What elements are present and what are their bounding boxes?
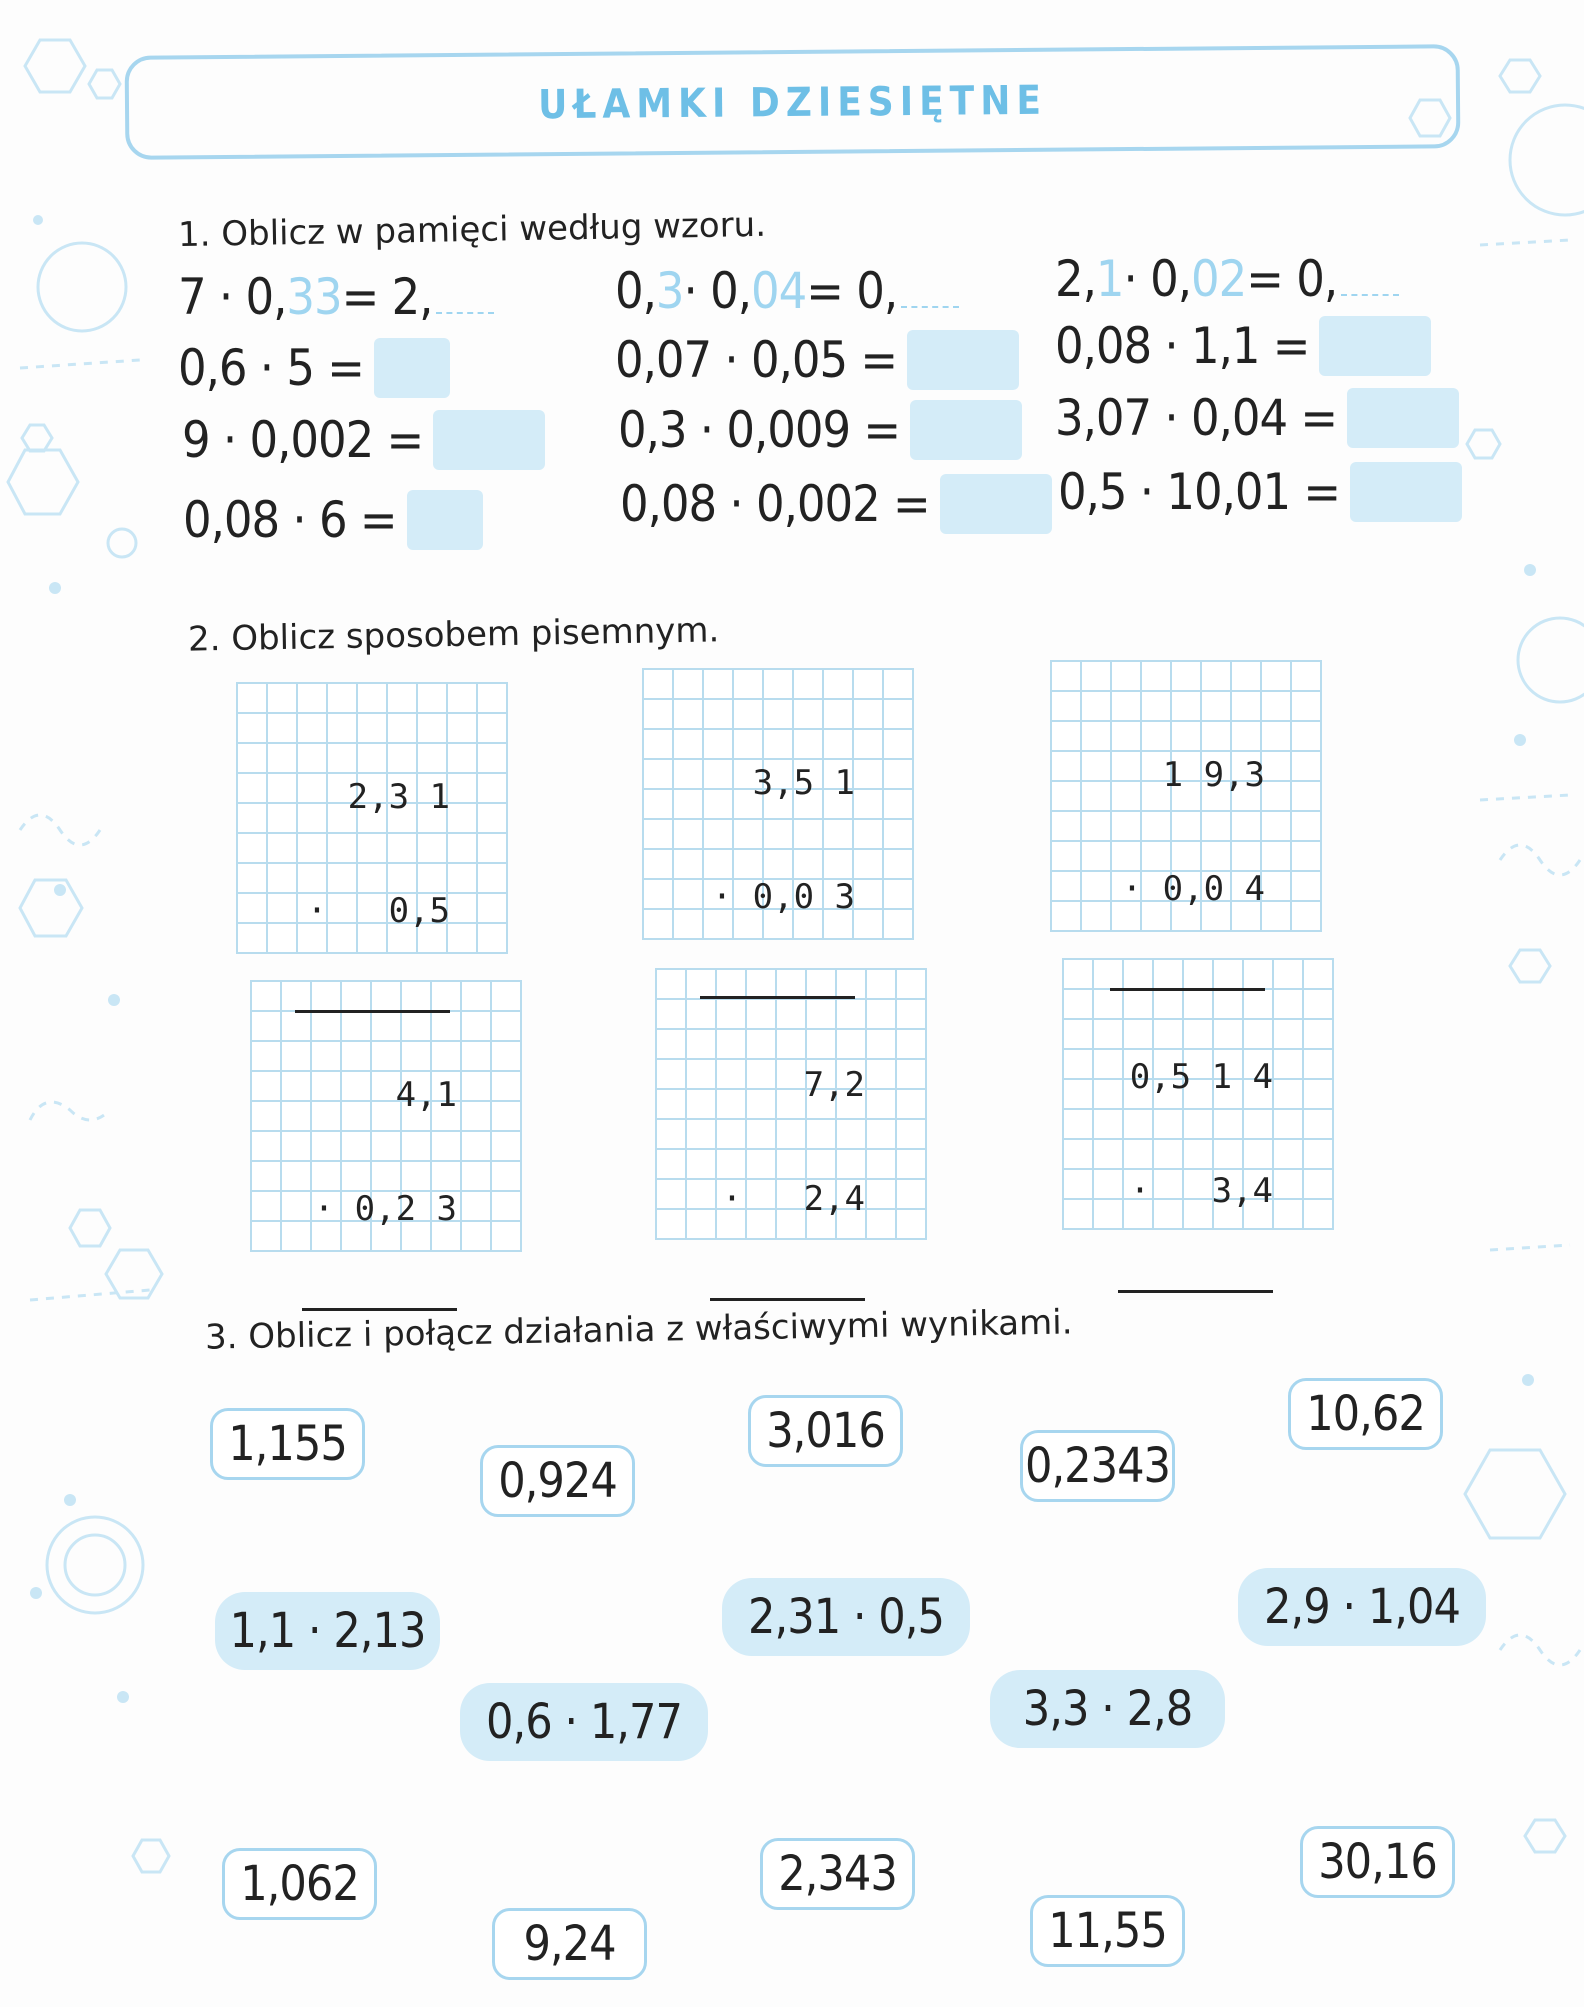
task1-equation — [620, 474, 1052, 534]
equation-text: 0,5 · 10,01 = — [1058, 463, 1341, 521]
example-hint: 1 — [1095, 250, 1124, 308]
written-multiplication — [1118, 982, 1273, 1331]
multiplier: · 0,5 — [306, 891, 450, 931]
task1-heading: 1. Oblicz w pamięci według wzoru. — [177, 204, 767, 256]
task1-example-3 — [1055, 250, 1399, 308]
multiplicand: 7,2 — [803, 1065, 865, 1105]
multiplicand: 3,5 1 — [752, 763, 855, 803]
multiplicand: 4,1 — [395, 1075, 457, 1115]
equation-text: 0,08 · 0,002 = — [620, 475, 930, 533]
written-multiplication — [1110, 680, 1265, 1029]
example-text: = 2, — [341, 268, 433, 326]
multiplier: · 0,0 4 — [1121, 869, 1265, 909]
example-hint: 33 — [286, 268, 342, 326]
multiplier: · 3,4 — [1129, 1171, 1273, 1211]
answer-blank[interactable] — [901, 296, 959, 308]
result-box[interactable]: 9,24 — [492, 1908, 647, 1980]
answer-box[interactable] — [1319, 316, 1431, 376]
task1-equation — [182, 410, 545, 470]
example-text: = 0, — [806, 262, 898, 320]
answer-box[interactable] — [910, 400, 1022, 460]
result-line — [710, 1298, 865, 1301]
answer-box[interactable] — [407, 490, 483, 550]
title-banner — [125, 44, 1461, 160]
result-line — [1118, 1290, 1273, 1293]
task1-equation — [1055, 388, 1459, 448]
written-multiplication — [710, 990, 865, 1339]
example-text: · 0, — [683, 262, 751, 320]
example-text: · 0, — [1123, 250, 1191, 308]
task1-equation — [615, 330, 1019, 390]
answer-box[interactable] — [907, 330, 1019, 390]
result-box[interactable]: 0,2343 — [1020, 1430, 1175, 1502]
example-hint: 02 — [1191, 250, 1247, 308]
result-box[interactable]: 30,16 — [1300, 1826, 1455, 1898]
operation-box[interactable]: 1,1 · 2,13 — [215, 1592, 440, 1670]
answer-blank[interactable] — [1341, 284, 1399, 296]
task2-heading: 2. Oblicz sposobem pisemnym. — [187, 610, 720, 660]
written-multiplication — [302, 1000, 457, 1349]
written-multiplication — [700, 688, 855, 1037]
equation-text: 0,6 · 5 = — [178, 339, 364, 397]
task1-example-1 — [178, 268, 494, 326]
answer-box[interactable] — [1350, 462, 1462, 522]
multiplicand: 0,5 1 4 — [1129, 1057, 1273, 1097]
multiplicand: 2,3 1 — [347, 777, 450, 817]
result-box[interactable]: 3,016 — [748, 1395, 903, 1467]
result-box[interactable]: 10,62 — [1288, 1378, 1443, 1450]
multiplier: · 0,0 3 — [711, 877, 855, 917]
written-multiplication — [295, 702, 450, 1051]
result-box[interactable]: 2,343 — [760, 1838, 915, 1910]
task1-equation — [178, 338, 450, 398]
result-box[interactable]: 0,924 — [480, 1445, 635, 1517]
equation-text: 0,07 · 0,05 = — [615, 331, 898, 389]
equation-text: 9 · 0,002 = — [182, 411, 424, 469]
operation-box[interactable]: 2,31 · 0,5 — [722, 1578, 970, 1656]
answer-box[interactable] — [374, 338, 450, 398]
operation-box[interactable]: 0,6 · 1,77 — [460, 1683, 708, 1761]
answer-box[interactable] — [940, 474, 1052, 534]
answer-box[interactable] — [1347, 388, 1459, 448]
example-text: 0, — [615, 262, 656, 320]
task1-equation — [1055, 316, 1431, 376]
multiplier: · 2,4 — [721, 1179, 865, 1219]
answer-box[interactable] — [433, 410, 545, 470]
task1-equation — [618, 400, 1022, 460]
answer-blank[interactable] — [436, 302, 494, 314]
task1-example-2 — [615, 262, 959, 320]
multiplicand: 1 9,3 — [1162, 755, 1265, 795]
task1-equation — [183, 490, 483, 550]
result-box[interactable]: 1,155 — [210, 1408, 365, 1480]
equation-text: 0,08 · 1,1 = — [1055, 317, 1310, 375]
result-box[interactable]: 11,55 — [1030, 1895, 1185, 1967]
task1-equation — [1058, 462, 1462, 522]
example-text: = 0, — [1246, 250, 1338, 308]
operation-box[interactable]: 3,3 · 2,8 — [990, 1670, 1225, 1748]
result-box[interactable]: 1,062 — [222, 1848, 377, 1920]
equation-text: 0,08 · 6 = — [183, 491, 397, 549]
example-hint: 3 — [655, 262, 684, 320]
operation-box[interactable]: 2,9 · 1,04 — [1238, 1568, 1486, 1646]
example-text: 7 · 0, — [178, 268, 287, 326]
task3-heading: 3. Oblicz i połącz działania z właściwymi wynikami. — [204, 1302, 1073, 1358]
multiplier: · 0,2 3 — [313, 1189, 457, 1229]
equation-text: 3,07 · 0,04 = — [1055, 389, 1338, 447]
page-title: UŁAMKI DZIESIĘTNE — [537, 77, 1048, 129]
result-line — [302, 1308, 457, 1311]
example-text: 2, — [1055, 250, 1096, 308]
equation-text: 0,3 · 0,009 = — [618, 401, 901, 459]
example-hint: 04 — [751, 262, 807, 320]
